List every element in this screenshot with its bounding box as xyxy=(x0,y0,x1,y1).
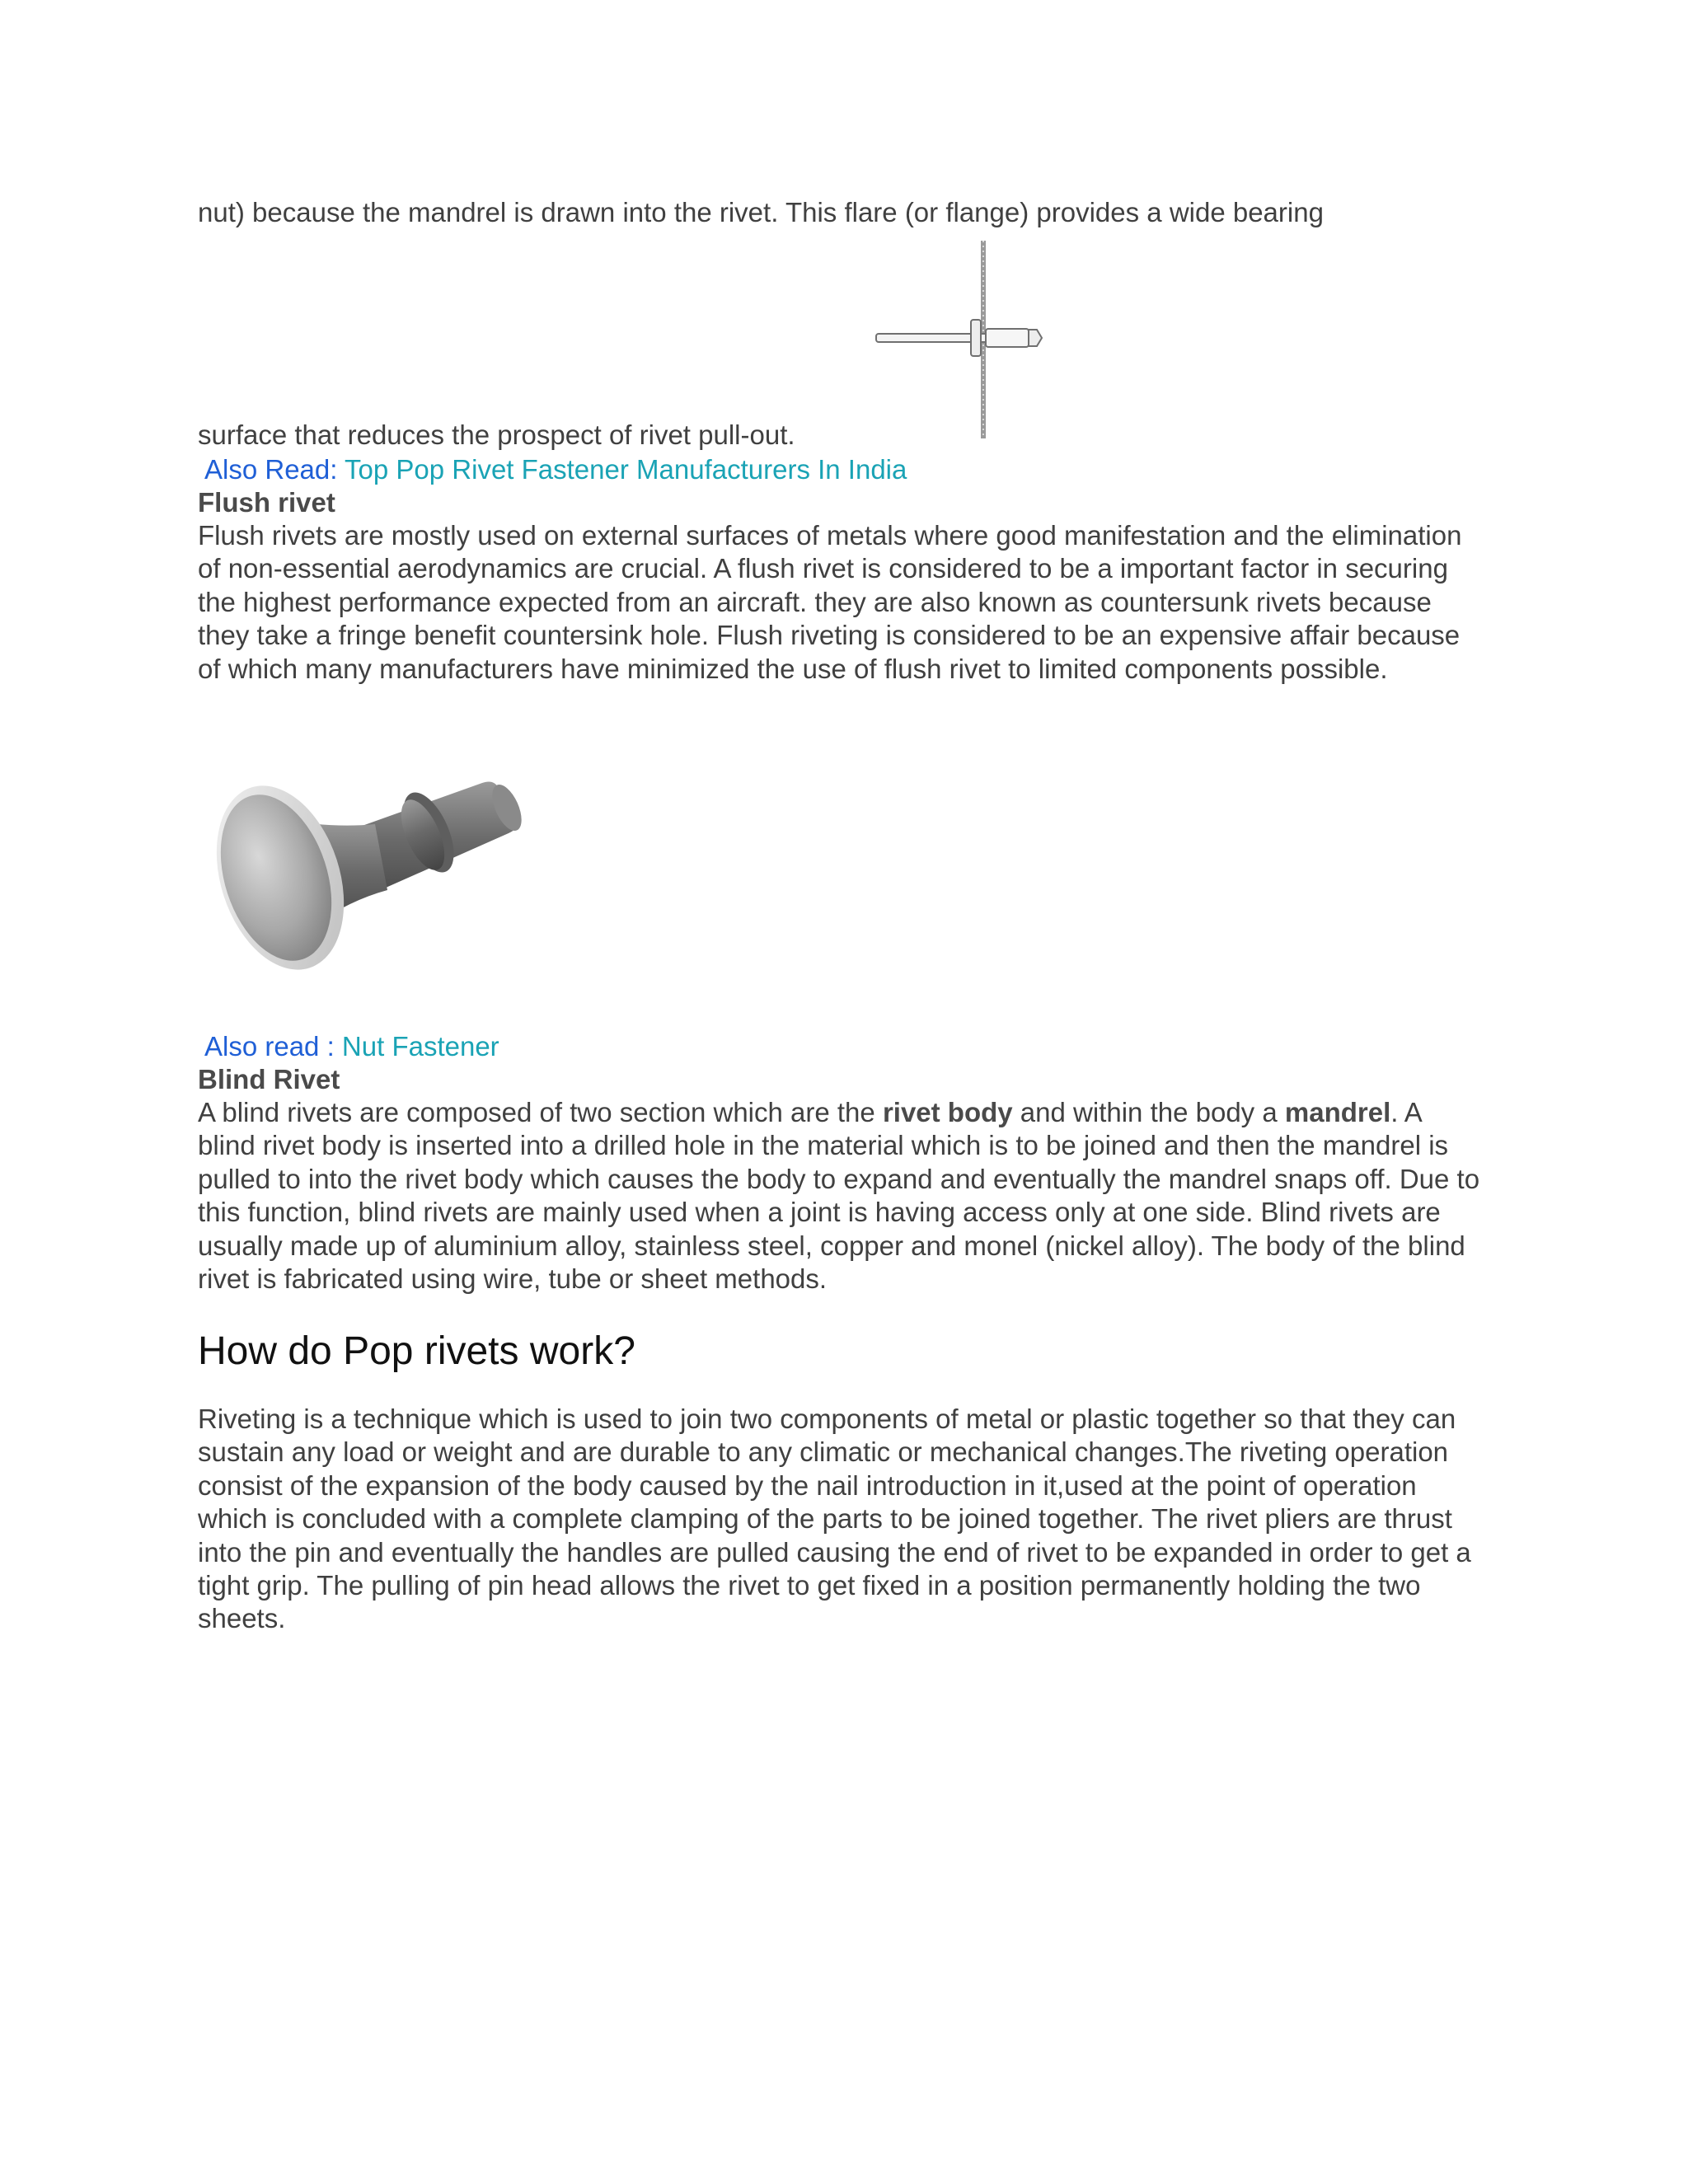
flush-rivet-paragraph xyxy=(198,519,1484,686)
blind-rivet-heading: Blind Rivet xyxy=(198,1064,340,1094)
flush-rivet-body: Flush rivets are mostly used on external surfaces of metals where good manifestation and the elimination of non-essential aerodynamics are crucial. A flush rivet is considered to be a important factor in securing the highest performance expected from an aircraft. they are also known as countersunk rivets because they take a fringe benefit countersink hole. Flush riveting is considered to be an expensive affair because of which many manufacturers have minimized the use of flush rivet to limited components possible. xyxy=(198,520,1462,684)
also-read-label: Also Read: xyxy=(204,454,338,485)
flush-rivet-heading: Flush rivet xyxy=(198,487,335,518)
also-read-row-2 xyxy=(204,1030,499,1063)
flush-rivet-image xyxy=(210,746,606,993)
blind-rivet-text-2: and within the body a xyxy=(1012,1097,1285,1127)
also-read-label-2: Also read : xyxy=(204,1031,335,1062)
top-pop-rivet-manufacturers-link[interactable]: Top Pop Rivet Fastener Manufacturers In India xyxy=(345,454,907,485)
how-pop-rivets-work-paragraph xyxy=(198,1403,1484,1636)
nut-fastener-link[interactable]: Nut Fastener xyxy=(341,1031,499,1062)
pop-rivet-diagram xyxy=(874,237,1088,443)
blind-rivet-body xyxy=(198,1096,1484,1296)
blind-rivet-paragraph xyxy=(198,1096,1484,1296)
paragraph-continuation-line-2: surface that reduces the prospect of rivet pull-out. xyxy=(198,419,795,450)
rivet-body-term: rivet body xyxy=(882,1097,1013,1127)
blind-rivet-text-1: A blind rivets are composed of two section which are the xyxy=(198,1097,883,1127)
also-read-row-1 xyxy=(204,453,907,486)
how-pop-rivets-work-body: Riveting is a technique which is used to join two components of metal or plastic together so that they can sustain any load or weight and are durable to any climatic or mechanical changes.The riveting operation consist of the expansion of the body caused by the nail introduction in it,used at the point of operation which is concluded with a complete clamping of the parts to be joined together. The rivet pliers are thrust into the pin and eventually the handles are pulled causing the end of rivet to be expanded in order to get a tight grip. The pulling of pin head allows the rivet to get fixed in a position permanently holding the two sheets. xyxy=(198,1404,1471,1634)
mandrel-term: mandrel xyxy=(1284,1097,1391,1127)
blind-rivet-text-3: . A blind rivet body is inserted into a drilled hole in the material which is to be joined and then the mandrel is pulled to into the rivet body which causes the body to expand and eventually the mandrel snaps off. Due to this function, blind rivets are mainly used when a joint is having access only at one side. Blind rivets are usually made up of aluminium alloy, stainless steel, copper and monel (nickel alloy). The body of the blind rivet is fabricated using wire, tube or sheet methods. xyxy=(198,1097,1480,1295)
how-pop-rivets-work-heading: How do Pop rivets work? xyxy=(198,1329,635,1373)
paragraph-continuation-line-1: nut) because the mandrel is drawn into the rivet. This flare (or flange) provides a wide bearing xyxy=(198,197,1324,227)
